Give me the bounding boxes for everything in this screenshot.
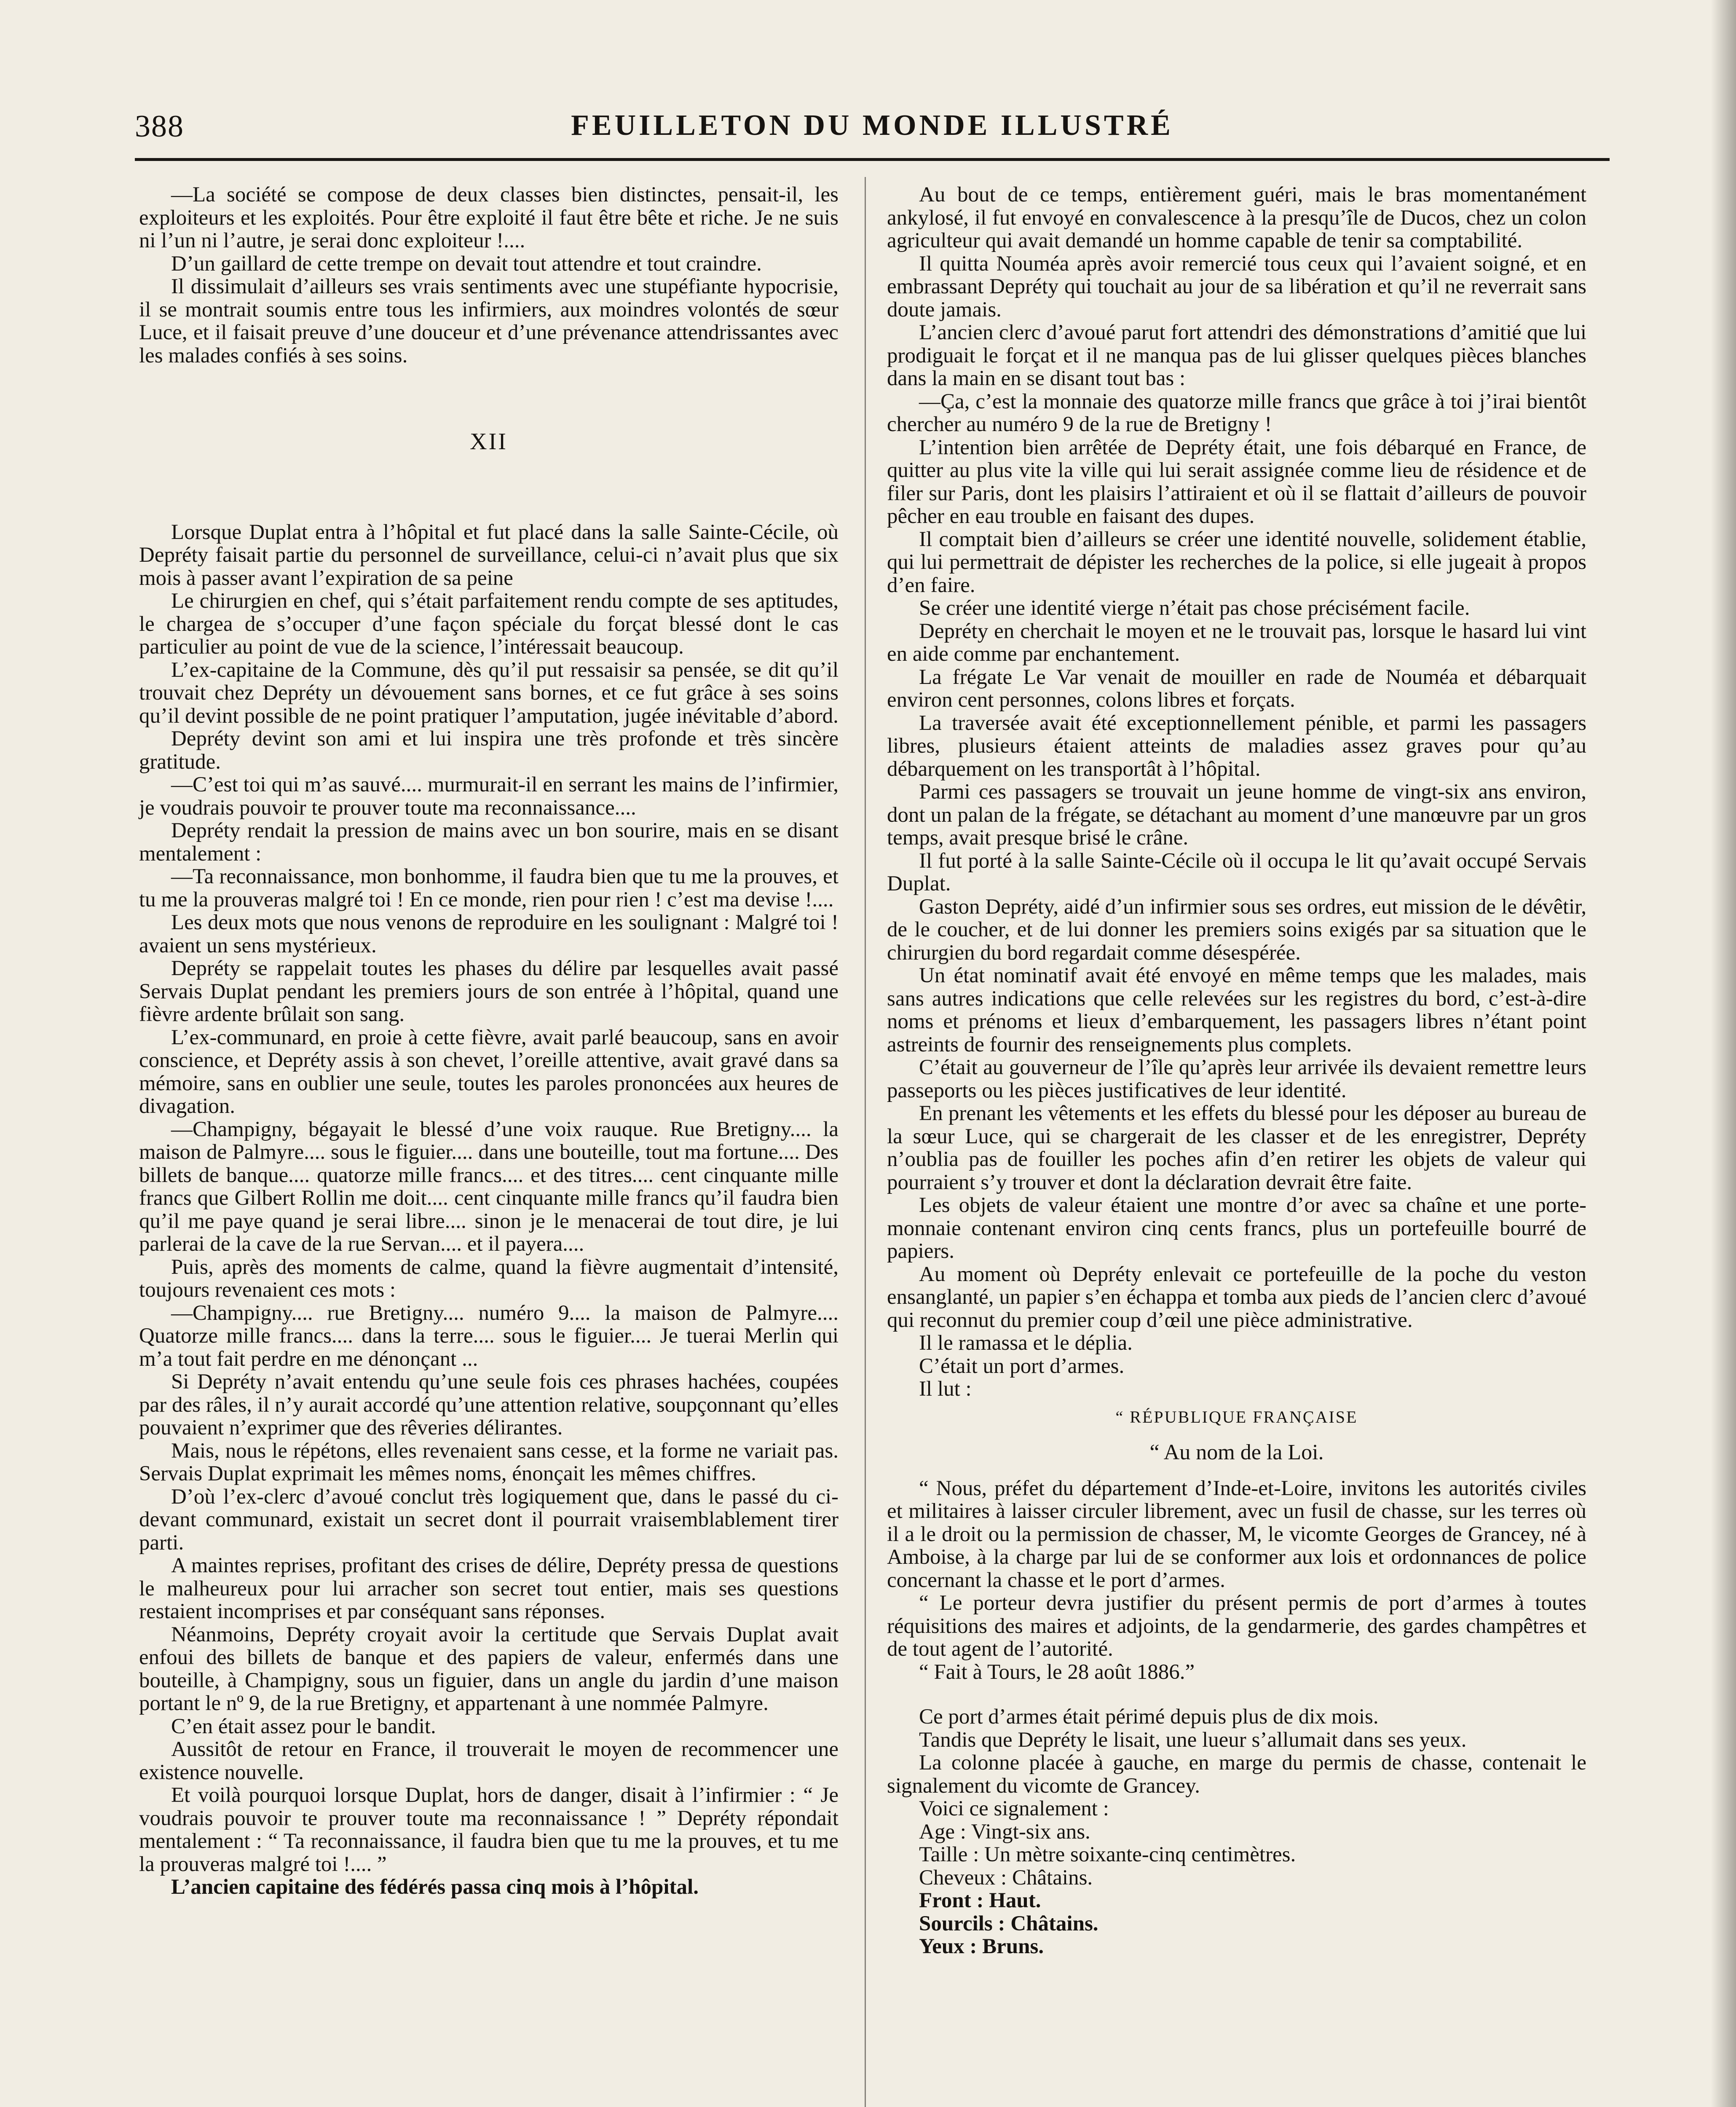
- paragraph: Les deux mots que nous venons de reproduire en les soulignant : Malgré toi ! avaient un sens mystérieux.: [139, 911, 839, 957]
- paragraph: C’était au gouverneur de l’île qu’après leur arrivée ils devaient remettre leurs passeports ou les pièces justificatives de leur identité.: [887, 1056, 1586, 1102]
- paragraph: Puis, après des moments de calme, quand la fièvre augmentait d’intensité, toujours revenaient ces mots :: [139, 1255, 839, 1302]
- signalement-item: Front : Haut.: [919, 1889, 1041, 1912]
- paragraph: —Champigny, bégayait le blessé d’une voix rauque. Rue Bretigny.... la maison de Palmyre.... sous le figuier.... dans une bouteille, tout ma fortune.... Des billets de banque.... quatorze mille francs.... et des titres.... cent cinquante mille francs que Gilbert Rollin me doit.... cent cinquante mille francs qu’il faudra bien qu’il me paye quand je serai libre.... sinon je le menacerai de tout dire, je lui parlerai de la cave de la rue Servan.... et il payera....: [139, 1117, 839, 1256]
- paragraph: L’ex-capitaine de la Commune, dès qu’il put ressaisir sa pensée, se dit qu’il trouvait chez Depréty un dévouement sans bornes, et ce fut grâce à ses soins qu’il devint possible de ne point pratiquer l’amputation, jugée inévitable d’abord.: [139, 658, 839, 728]
- paragraph: Depréty en cherchait le moyen et ne le trouvait pas, lorsque le hasard lui vint en aide comme par enchantement.: [887, 619, 1586, 666]
- page-number: 388: [135, 109, 184, 144]
- running-title: FEUILLETON DU MONDE ILLUSTRÉ: [571, 109, 1173, 142]
- paragraph: Depréty devint son ami et lui inspira une très profonde et très sincère gratitude.: [139, 727, 839, 774]
- paragraph: Les objets de valeur étaient une montre d’or avec sa chaîne et une porte-monnaie contenant environ cinq cents francs, plus un portefeuille bourré de papiers.: [887, 1193, 1586, 1263]
- paragraph: Au moment où Depréty enlevait ce portefeuille de la poche du veston ensanglanté, un papier s’en échappa et tomba aux pieds de l’ancien clerc d’avoué qui reconnut du premier coup d’œil une pièce administrative.: [887, 1262, 1586, 1332]
- paragraph: Tandis que Depréty le lisait, une lueur s’allumait dans ses yeux.: [919, 1728, 1467, 1752]
- signalement-item: Cheveux : Châtains.: [919, 1866, 1093, 1890]
- paragraph: —C’est toi qui m’as sauvé.... murmurait-il en serrant les mains de l’infirmier, je voudrais pouvoir te prouver toute ma reconnaissance....: [139, 773, 839, 820]
- paragraph: L’intention bien arrêtée de Depréty était, une fois débarqué en France, de quitter au plus vite la ville qui lui serait assignée comme lieu de résidence et de filer sur Paris, dont les plaisirs l’attiraient et où il se flattait d’ailleurs de pouvoir pêcher en eau trouble en faisant des dupes.: [887, 435, 1586, 528]
- paragraph: C’était un port d’armes.: [919, 1354, 1125, 1378]
- paragraph: La colonne placée à gauche, en marge du permis de chasse, contenait le signalement du vicomte de Grancey.: [887, 1751, 1586, 1798]
- paragraph: Se créer une identité vierge n’était pas chose précisément facile.: [919, 596, 1470, 620]
- paragraph: —Ta reconnaissance, mon bonhomme, il faudra bien que tu me la prouves, et tu me la prouveras malgré toi ! En ce monde, rien pour rien ! c’est ma devise !....: [139, 865, 839, 911]
- paragraph: La traversée avait été exceptionnellement pénible, et parmi les passagers libres, plusieurs étaient atteints de maladies assez graves pour qu’au débarquement on les transportât à l’hôpital.: [887, 711, 1586, 781]
- paragraph: —La société se compose de deux classes bien distinctes, pensait-il, les exploiteurs et les exploités. Pour être exploité il faut être bête et riche. Je ne suis ni l’un ni l’autre, je serai donc exploiteur !....: [139, 183, 839, 252]
- signalement-item: Age : Vingt-six ans.: [919, 1820, 1090, 1844]
- page-header: [135, 109, 1610, 159]
- document-paragraph: “ Le porteur devra justifier du présent permis de port d’armes à toutes réquisitions des maires et adjoints, de la gendarmerie, des gardes champêtres et de tout agent de l’autorité.: [887, 1591, 1586, 1661]
- signalement-item: Taille : Un mètre soixante-cinq centimètres.: [919, 1843, 1296, 1866]
- signalement-item: Sourcils : Châtains.: [919, 1911, 1098, 1935]
- paragraph: Un état nominatif avait été envoyé en même temps que les malades, mais sans autres indications que celle relevées sur les registres du bord, c’est-à-dire noms et prénoms et lieux d’embarquement, les passagers libres n’étant point astreints de fournir des renseignements plus complets.: [887, 964, 1586, 1056]
- paragraph: Il quitta Nouméa après avoir remercié tous ceux qui l’avaient soigné, et en embrassant Depréty qui touchait au jour de sa libération et qu’il ne reverrait sans doute jamais.: [887, 252, 1586, 322]
- paragraph: Il le ramassa et le déplia.: [919, 1331, 1133, 1355]
- paragraph: D’un gaillard de cette trempe on devait tout attendre et tout craindre.: [171, 252, 762, 276]
- paragraph: C’en était assez pour le bandit.: [171, 1714, 436, 1738]
- paragraph: La frégate Le Var venait de mouiller en rade de Nouméa et débarquait environ cent personnes, colons libres et forçats.: [887, 665, 1586, 712]
- paragraph: —Ça, c’est la monnaie des quatorze mille francs que grâce à toi j’irai bientôt chercher au numéro 9 de la rue de Bretigny !: [887, 389, 1586, 436]
- paragraph: Gaston Depréty, aidé d’un infirmier sous ses ordres, eut mission de le dévêtir, de le coucher, et de lui donner les premiers soins exigés par sa situation que le chirurgien du bord regardait comme désespérée.: [887, 895, 1586, 965]
- paragraph: Le chirurgien en chef, qui s’était parfaitement rendu compte de ses aptitudes, le chargea de s’occuper d’une façon spéciale du forçat blessé dont le cas particulier au point de vue de la science, l’intéressait beaucoup.: [139, 589, 839, 659]
- chapter-heading: XII: [470, 429, 508, 455]
- document-heading-republique: “ RÉPUBLIQUE FRANÇAISE: [1115, 1407, 1358, 1426]
- paragraph: D’où l’ex-clerc d’avoué conclut très logiquement que, dans le passé du ci-devant communard, existait un secret dont il pourrait vraisemblablement tirer parti.: [139, 1485, 839, 1555]
- page-edge-shadow: [1711, 0, 1736, 2107]
- paragraph: —Champigny.... rue Bretigny.... numéro 9.... la maison de Palmyre.... Quatorze mille francs.... dans la terre.... sous le figuier.... Je tuerai Merlin qui m’a tout fait perdre en me dénonçant ...: [139, 1301, 839, 1371]
- paragraph: Ce port d’armes était périmé depuis plus de dix mois.: [919, 1705, 1379, 1729]
- paragraph: Lorsque Duplat entra à l’hôpital et fut placé dans la salle Sainte-Cécile, où Depréty faisait partie du personnel de surveillance, celui-ci n’avait plus que six mois à passer avant l’expiration de sa peine: [139, 520, 839, 590]
- paragraph: Voici ce signalement :: [919, 1797, 1109, 1820]
- signalement-list: [887, 1820, 1586, 1958]
- document-heading-loi: “ Au nom de la Loi.: [1149, 1440, 1324, 1464]
- paragraph: Depréty se rappelait toutes les phases du délire par lesquelles avait passé Servais Duplat pendant les premiers jours de son entrée à l’hôpital, quand une fièvre ardente brûlait son sang.: [139, 957, 839, 1026]
- closing-paragraph: L’ancien capitaine des fédérés passa cinq mois à l’hôpital.: [171, 1875, 699, 1899]
- paragraph: A maintes reprises, profitant des crises de délire, Depréty pressa de questions le malheureux pour lui arracher son secret tout entier, mais ses questions restaient incomprises et par conséquant sans réponses.: [139, 1554, 839, 1623]
- document-paragraph: “ Nous, préfet du département d’Inde-et-Loire, invitons les autorités civiles et militaires à laisser circuler librement, avec un fusil de chasse, sur les terres où il a le droit ou la permission de chasser, M, le vicomte Georges de Grancey, né à Amboise, à la charge par lui de se conformer aux lois et ordonnances de police concernant la chasse et le port d’armes.: [887, 1476, 1586, 1592]
- paragraph: En prenant les vêtements et les effets du blessé pour les déposer au bureau de la sœur Luce, qui se chargerait de les classer et de les enregistrer, Depréty n’oublia pas de fouiller les poches afin d’en retirer les objets de valeur qui pourraient s’y trouver et dont la déclaration devrait être faite.: [887, 1102, 1586, 1194]
- paragraph: Et voilà pourquoi lorsque Duplat, hors de danger, disait à l’infirmier : “ Je voudrais pouvoir te prouver toute ma reconnaissance ! ” Depréty répondait mentalement : “ Ta reconnaissance, il faudra bien que tu me la prouves, et tu me la prouveras malgré toi !.... ”: [139, 1783, 839, 1876]
- paragraph: Aussitôt de retour en France, il trouverait le moyen de recommencer une existence nouvelle.: [139, 1737, 839, 1784]
- left-column: [139, 183, 839, 1899]
- paragraph: Néanmoins, Depréty croyait avoir la certitude que Servais Duplat avait enfoui des billets de banque et des papiers de valeur, enfermés dans une bouteille, à Champigny, sous un figuier, dans un angle du jardin d’une maison portant le nº 9, de la rue Bretigny, et appartenant à une nommée Palmyre.: [139, 1622, 839, 1715]
- paragraph: Mais, nous le répétons, elles revenaient sans cesse, et la forme ne variait pas. Servais Duplat exprimait les mêmes noms, énonçait les mêmes chiffres.: [139, 1439, 839, 1485]
- paragraph: Il lut :: [919, 1377, 972, 1401]
- paragraph: Depréty rendait la pression de mains avec un bon sourire, mais en se disant mentalement :: [139, 819, 839, 866]
- signalement-item: Yeux : Bruns.: [919, 1935, 1044, 1958]
- paragraph: Parmi ces passagers se trouvait un jeune homme de vingt-six ans environ, dont un palan de la frégate, se détachant au moment d’une manœuvre par un gros temps, avait presque brisé le crâne.: [887, 780, 1586, 850]
- right-column: [887, 183, 1586, 1958]
- paragraph: Il comptait bien d’ailleurs se créer une identité nouvelle, solidement établie, qui lui permettrait de dépister les recherches de la police, si elle jugeait à propos d’en faire.: [887, 527, 1586, 597]
- paragraph: Au bout de ce temps, entièrement guéri, mais le bras momentanément ankylosé, il fut envoyé en convalescence à la presqu’île de Ducos, chez un colon agriculteur qui avait demandé un homme capable de tenir sa comptabilité.: [887, 183, 1586, 252]
- column-divider: [865, 177, 866, 2107]
- paragraph: L’ex-communard, en proie à cette fièvre, avait parlé beaucoup, sans en avoir conscience, et Depréty assis à son chevet, l’oreille attentive, avait gravé dans sa mémoire, sans en oublier une seule, toutes les paroles prononcées aux heures de divagation.: [139, 1025, 839, 1118]
- paragraph: Si Depréty n’avait entendu qu’une seule fois ces phrases hachées, coupées par des râles, il n’y aurait accordé qu’une attention relative, soupçonnant qu’elles pouvaient n’exprimer que des rêveries délirantes.: [139, 1370, 839, 1440]
- paragraph: L’ancien clerc d’avoué parut fort attendri des démonstrations d’amitié que lui prodiguait le forçat et il ne manqua pas de lui glisser quelques pièces blanches dans la main en se disant tout bas :: [887, 321, 1586, 390]
- spacer: [887, 1683, 1586, 1705]
- document-paragraph: “ Fait à Tours, le 28 août 1886.”: [919, 1660, 1195, 1684]
- paragraph: Il fut porté à la salle Sainte-Cécile où il occupa le lit qu’avait occupé Servais Duplat.: [887, 849, 1586, 895]
- paragraph: Il dissimulait d’ailleurs ses vrais sentiments avec une stupéfiante hypocrisie, il se montrait soumis entre tous les infirmiers, aux moindres volontés de sœur Luce, et il faisait preuve d’une douceur et d’une prévenance attendrissantes avec les malades confiés à ses soins.: [139, 275, 839, 367]
- header-rule: [135, 158, 1610, 161]
